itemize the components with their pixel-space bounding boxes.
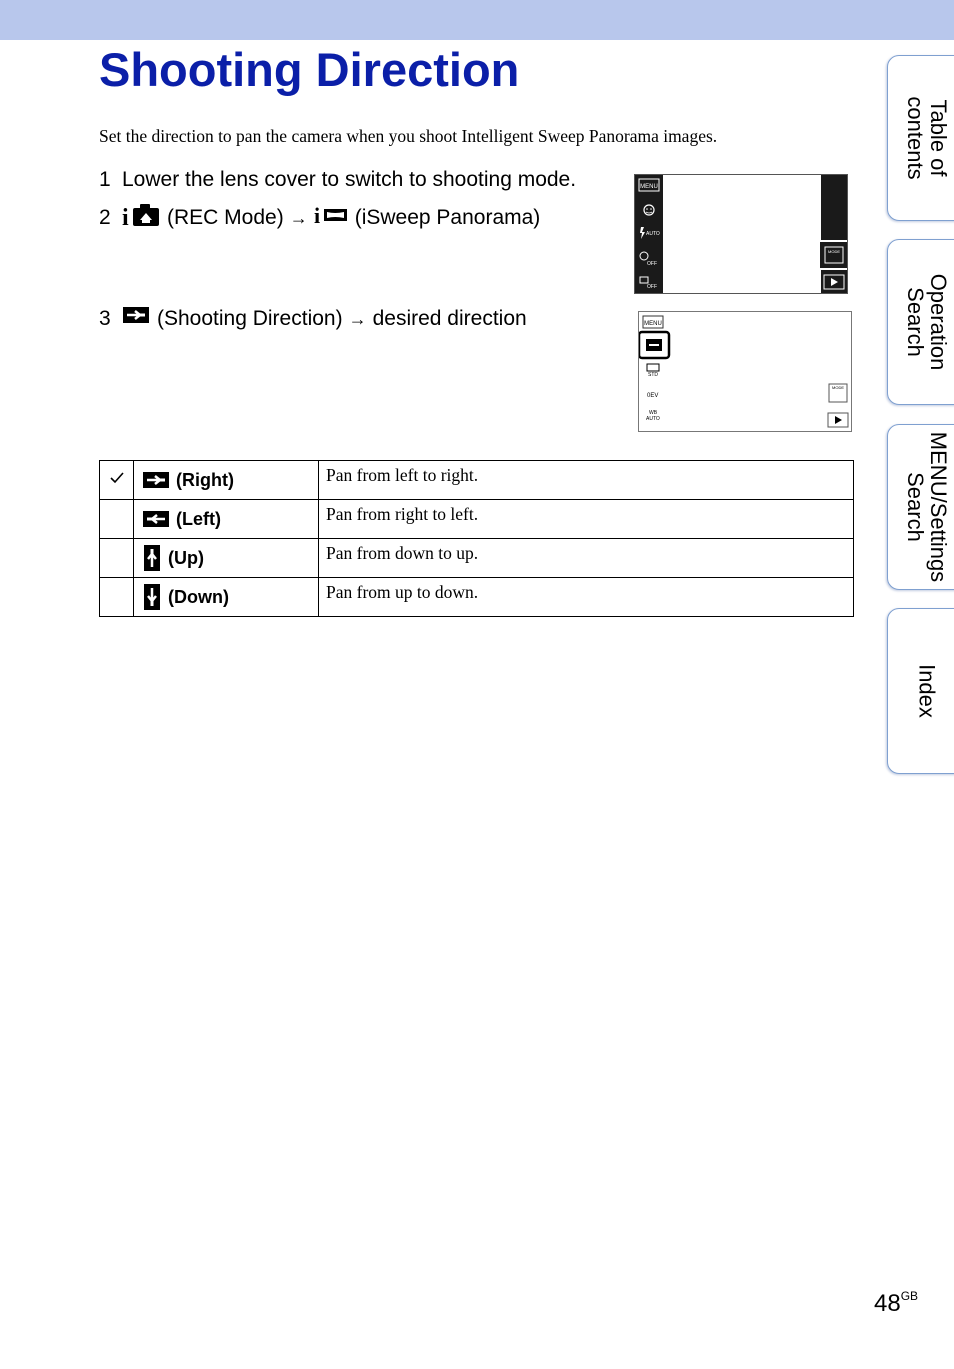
tab-label-line2: contents: [903, 96, 928, 180]
svg-text:i: i: [122, 205, 129, 227]
option-description: Pan from up to down.: [319, 578, 854, 617]
wb-label: WB: [649, 410, 658, 416]
default-check-cell: [100, 578, 134, 617]
step-text: Lower the lens cover to switch to shooting mode.: [122, 168, 577, 191]
intro-text: Set the direction to pan the camera when you shoot Intelligent Sweep Panorama images.: [99, 126, 718, 146]
selftimer-off-label: OFF: [647, 261, 657, 267]
menu-label: MENU: [644, 321, 662, 327]
mode-label: MODE: [832, 385, 844, 390]
step-1: [99, 166, 576, 194]
step-3-desired-direction: desired direction: [372, 307, 527, 330]
default-check-cell: [100, 500, 134, 539]
option-label-cell: [134, 539, 319, 578]
option-label-cell: [134, 500, 319, 539]
left-arrow-icon: [142, 509, 170, 529]
table-row: [100, 461, 854, 500]
camera-screen-shooting: [634, 174, 848, 294]
option-description: Pan from right to left.: [319, 500, 854, 539]
intelligent-auto-camera-icon: [122, 201, 160, 235]
svg-text:i: i: [313, 203, 320, 225]
tab-label-line1: Table of: [926, 99, 951, 177]
table-row: [100, 539, 854, 578]
option-description: Pan from down to up.: [319, 539, 854, 578]
page-number-suffix: GB: [900, 1289, 919, 1303]
mode-label: MODE: [828, 249, 840, 254]
option-label: (Right): [176, 469, 234, 490]
top-color-band: [0, 0, 954, 40]
camera-screen-menu: [638, 311, 852, 432]
up-arrow-icon: [142, 544, 162, 572]
step-2-rec-mode: (REC Mode): [167, 206, 284, 229]
option-label-cell: [134, 461, 319, 500]
tab-label-line1: MENU/Settings: [926, 431, 951, 583]
menu-label: MENU: [640, 184, 658, 190]
page-number: [874, 1290, 918, 1318]
arrow-icon: →: [348, 309, 367, 329]
step-number: 3: [99, 307, 111, 330]
tab-operation-search[interactable]: [887, 239, 954, 405]
tab-label-line2: Search: [903, 472, 928, 542]
isweep-panorama-icon: [314, 203, 348, 233]
std-label: STD: [648, 372, 658, 378]
table-row: [100, 500, 854, 539]
step-number: 1: [99, 168, 111, 191]
option-description: Pan from left to right.: [319, 461, 854, 500]
right-arrow-icon: [142, 470, 170, 490]
flash-auto-label: AUTO: [646, 231, 660, 237]
tab-label-line1: Operation: [926, 273, 951, 371]
shooting-direction-icon: [122, 305, 150, 333]
tab-table-of-contents[interactable]: [887, 55, 954, 221]
default-check-cell: [100, 461, 134, 500]
default-check-cell: [100, 539, 134, 578]
step-2-isweep: (iSweep Panorama): [354, 206, 541, 229]
option-label-cell: [134, 578, 319, 617]
option-label: (Down): [168, 586, 229, 607]
option-label: (Left): [176, 508, 221, 529]
step-3-shooting-direction: (Shooting Direction): [157, 307, 343, 330]
table-row: [100, 578, 854, 617]
direction-options-table: [99, 460, 854, 617]
checkmark-icon: [109, 471, 125, 485]
tab-label-line2: Search: [903, 287, 928, 357]
wb-auto-label: AUTO: [646, 416, 660, 422]
tab-index[interactable]: [887, 608, 954, 774]
burst-off-label: OFF: [647, 284, 657, 290]
tab-menu-settings-search[interactable]: [887, 424, 954, 590]
page-number-value: 48: [874, 1290, 901, 1317]
tab-label-line1: Index: [914, 664, 940, 718]
step-2: [99, 201, 540, 235]
step-3: [99, 305, 527, 333]
ev-label: 0EV: [647, 393, 659, 399]
page-title: Shooting Direction: [99, 43, 520, 96]
arrow-icon: →: [289, 208, 308, 228]
option-label: (Up): [168, 547, 204, 568]
down-arrow-icon: [142, 583, 162, 611]
step-number: 2: [99, 206, 111, 229]
